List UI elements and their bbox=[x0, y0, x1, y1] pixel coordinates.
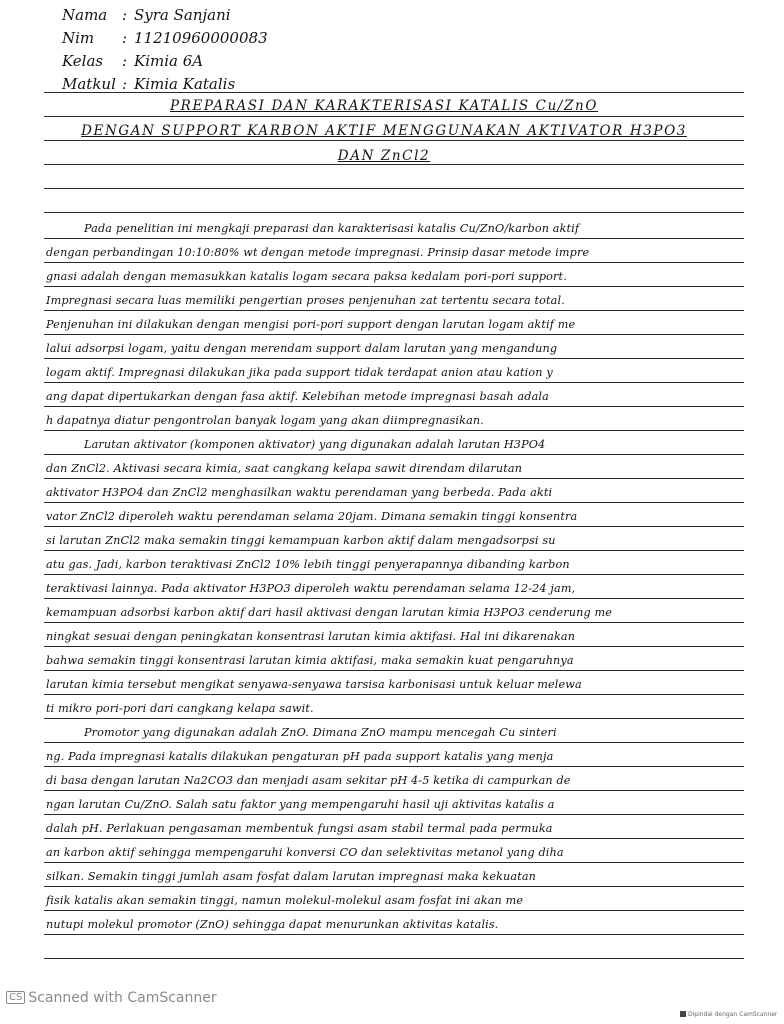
ruled-line bbox=[44, 526, 744, 527]
ruled-line bbox=[44, 286, 744, 287]
essay-line: kemampuan adsorbsi karbon aktif dari hasil aktivasi dengan larutan kimia H3PO3 cenderung me bbox=[46, 606, 613, 619]
ruled-line bbox=[44, 862, 744, 863]
header-value: 11210960000083 bbox=[134, 29, 268, 47]
essay-line: dan ZnCl2. Aktivasi secara kimia, saat cangkang kelapa sawit direndam dilarutan bbox=[46, 462, 523, 475]
ruled-line bbox=[44, 382, 744, 383]
ruled-line bbox=[44, 140, 744, 141]
ruled-line bbox=[44, 212, 744, 213]
ruled-line bbox=[44, 790, 744, 791]
essay-line: bahwa semakin tinggi konsentrasi larutan kimia aktifasi, maka semakin kuat pengaruhnya bbox=[46, 654, 574, 667]
ruled-line bbox=[44, 814, 744, 815]
essay-line: gnasi adalah dengan memasukkan katalis logam secara paksa kedalam pori-pori support. bbox=[46, 270, 567, 283]
essay-line: ang dapat dipertukarkan dengan fasa aktif. Kelebihan metode impregnasi basah adala bbox=[46, 390, 549, 403]
ruled-line bbox=[44, 454, 744, 455]
essay-line: Penjenuhan ini dilakukan dengan mengisi pori-pori support dengan larutan logam aktif me bbox=[46, 318, 576, 331]
ruled-line bbox=[44, 910, 744, 911]
essay-line: atu gas. Jadi, karbon teraktivasi ZnCl2 10% lebih tinggi penyerapannya dibanding karbon bbox=[46, 558, 570, 571]
essay-line: ti mikro pori-pori dari cangkang kelapa sawit. bbox=[46, 702, 314, 715]
essay-line: ng. Pada impregnasi katalis dilakukan pengaturan pH pada support katalis yang menja bbox=[46, 750, 554, 763]
camscanner-text: Scanned with CamScanner bbox=[28, 990, 217, 1006]
ruled-line bbox=[44, 406, 744, 407]
header-label: Matkul bbox=[62, 75, 116, 93]
ruled-line bbox=[44, 262, 744, 263]
ruled-line bbox=[44, 598, 744, 599]
header-nim: Nim : 11210960000083 bbox=[62, 29, 268, 47]
ruled-line bbox=[44, 742, 744, 743]
header-label: Nama bbox=[62, 6, 108, 24]
header-value: Syra Sanjani bbox=[134, 6, 231, 24]
essay-line: vator ZnCl2 diperoleh waktu perendaman selama 20jam. Dimana semakin tinggi konsentra bbox=[46, 510, 578, 523]
ruled-line bbox=[44, 574, 744, 575]
ruled-line bbox=[44, 670, 744, 671]
header-value: Kimia 6A bbox=[134, 52, 204, 70]
essay-line: Pada penelitian ini mengkaji preparasi dan karakterisasi katalis Cu/ZnO/karbon aktif bbox=[84, 222, 580, 235]
ruled-line bbox=[44, 310, 744, 311]
essay-line: dengan perbandingan 10:10:80% wt dengan metode impregnasi. Prinsip dasar metode impre bbox=[46, 246, 590, 259]
header-label: Kelas bbox=[62, 52, 104, 70]
stamp-text: Dipindai dengan CamScanner bbox=[688, 1011, 778, 1018]
essay-line: silkan. Semakin tinggi jumlah asam fosfat dalam larutan impregnasi maka kekuatan bbox=[46, 870, 537, 883]
ruled-line bbox=[44, 550, 744, 551]
essay-line: h dapatnya diatur pengontrolan banyak logam yang akan diimpregnasikan. bbox=[46, 414, 484, 427]
header-kelas: Kelas : Kimia 6A bbox=[62, 52, 204, 70]
essay-line: an karbon aktif sehingga mempengaruhi konversi CO dan selektivitas metanol yang diha bbox=[46, 846, 564, 859]
ruled-line bbox=[44, 164, 744, 165]
ruled-line bbox=[44, 478, 744, 479]
ruled-line bbox=[44, 958, 744, 959]
essay-line: ngan larutan Cu/ZnO. Salah satu faktor yang mempengaruhi hasil uji aktivitas katalis a bbox=[46, 798, 555, 811]
ruled-line bbox=[44, 188, 744, 189]
ruled-line bbox=[44, 694, 744, 695]
essay-line: dalah pH. Perlakuan pengasaman membentuk fungsi asam stabil termal pada permuka bbox=[46, 822, 553, 835]
ruled-line bbox=[44, 622, 744, 623]
ruled-line bbox=[44, 502, 744, 503]
essay-line: aktivator H3PO4 dan ZnCl2 menghasilkan waktu perendaman yang berbeda. Pada akti bbox=[46, 486, 553, 499]
essay-line: teraktivasi lainnya. Pada aktivator H3PO3 diperoleh waktu perendaman selama 12-24 jam, bbox=[46, 582, 576, 595]
ruled-line bbox=[44, 886, 744, 887]
essay-line: si larutan ZnCl2 maka semakin tinggi kemampuan karbon aktif dalam mengadsorpsi su bbox=[46, 534, 556, 547]
header-value: Kimia Katalis bbox=[134, 75, 236, 93]
ruled-line bbox=[44, 766, 744, 767]
ruled-line bbox=[44, 838, 744, 839]
ruled-line bbox=[44, 430, 744, 431]
essay-line: Promotor yang digunakan adalah ZnO. Dimana ZnO mampu mencegah Cu sinteri bbox=[84, 726, 557, 739]
essay-line: fisik katalis akan semakin tinggi, namun molekul-molekul asam fosfat ini akan me bbox=[46, 894, 524, 907]
ruled-line bbox=[44, 238, 744, 239]
title-line: PREPARASI DAN KARAKTERISASI KATALIS Cu/ZnO bbox=[170, 98, 598, 114]
essay-line: di basa dengan larutan Na2CO3 dan menjadi asam sekitar pH 4-5 ketika di campurkan de bbox=[46, 774, 571, 787]
essay-line: nutupi molekul promotor (ZnO) sehingga dapat menurunkan aktivitas katalis. bbox=[46, 918, 499, 931]
header-matkul: Matkul : Kimia Katalis bbox=[62, 75, 236, 93]
header-label: Nim bbox=[62, 29, 95, 47]
essay-line: ningkat sesuai dengan peningkatan konsentrasi larutan kimia aktifasi. Hal ini dikarenakan bbox=[46, 630, 576, 643]
ruled-line bbox=[44, 646, 744, 647]
camscanner-watermark bbox=[6, 990, 217, 1006]
essay-line: logam aktif. Impregnasi dilakukan jika pada support tidak terdapat anion atau kation y bbox=[46, 366, 553, 379]
essay-line: larutan kimia tersebut mengikat senyawa-senyawa tarsisa karbonisasi untuk keluar melewa bbox=[46, 678, 582, 691]
ruled-line bbox=[44, 718, 744, 719]
title-line: DENGAN SUPPORT KARBON AKTIF MENGGUNAKAN AKTIVATOR H3PO3 bbox=[81, 123, 687, 139]
essay-line: Larutan aktivator (komponen aktivator) yang digunakan adalah larutan H3PO4 bbox=[84, 438, 546, 451]
camscanner-icon: CS bbox=[6, 991, 25, 1004]
ruled-line bbox=[44, 934, 744, 935]
ruled-line bbox=[44, 116, 744, 117]
essay-line: Impregnasi secara luas memiliki pengertian proses penjenuhan zat tertentu secara total. bbox=[46, 294, 565, 307]
camscanner-mini-icon bbox=[680, 1011, 686, 1017]
essay-line: lalui adsorpsi logam, yaitu dengan merendam support dalam larutan yang mengandung bbox=[46, 342, 558, 355]
ruled-line bbox=[44, 334, 744, 335]
camscanner-stamp bbox=[680, 1011, 777, 1018]
ruled-line bbox=[44, 358, 744, 359]
header-nama: Nama : Syra Sanjani bbox=[62, 6, 231, 24]
title-line: DAN ZnCl2 bbox=[337, 148, 431, 164]
